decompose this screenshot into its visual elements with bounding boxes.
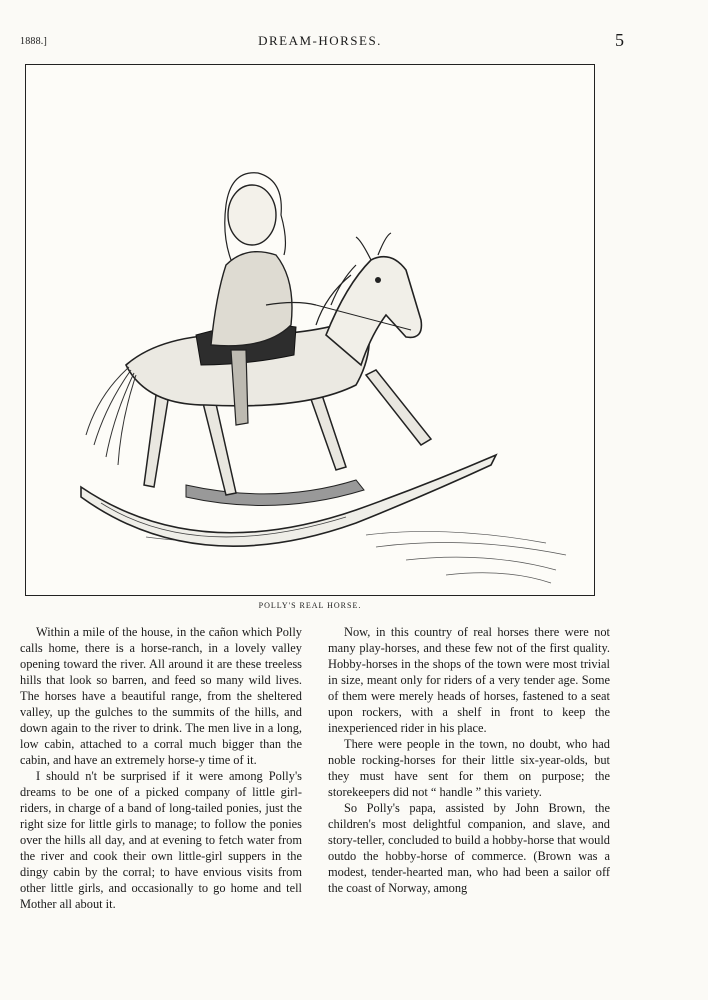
- rocking-horse-illustration: [26, 65, 596, 597]
- paragraph: Now, in this country of real horses there were not many play-horses, and these few not of the first quality. Hobby-horses in the shops of the town were most trivial in size, meant only for riders of a very tender age. Some of them were merely heads of horses, fastened to a seat upon rockers, with a shelf in front to keep the inexperienced rider in his place.: [328, 625, 610, 735]
- illustration-frame: [25, 64, 595, 596]
- paragraph: Within a mile of the house, in the cañon which Polly calls home, there is a horse-ranch, in a lovely valley opening toward the river. All around it are these treeless hills that look so barren, and feed so many wild lives. The horses have a beautiful range, from the sheltered valley, up the gulches to the summits of the hills, and down again to the river to drink. The men live in a long, low cabin, attached to a corral much bigger than the cabin, and have an extremely horse-y time of it.: [20, 625, 302, 767]
- running-header: [20, 30, 624, 54]
- horse-eye: [375, 277, 381, 283]
- rocker-base: [81, 455, 496, 546]
- paragraph: I should n't be surprised if it were among Polly's dreams to be one of a picked company of little girl-riders, in charge of a band of long-tailed ponies, just the right size for little girls to manage; to follow the ponies over the hills all day, and at evening to fetch water from the river and cook their own little-girl suppers in the dingy cabin by the corral; to have envious visits from other little girls, and occasionally to go home and tell Mother all about it.: [20, 769, 302, 911]
- page-number: 5: [615, 30, 624, 50]
- header-title: DREAM-HORSES.: [258, 33, 382, 48]
- text-column-right: [328, 624, 610, 896]
- header-year: 1888.]: [20, 36, 48, 47]
- paragraph: So Polly's papa, assisted by John Brown, the children's most delightful companion, and slave, and story-teller, concluded to build a hobby-horse that would outdo the hobby-horse of commerce. (Brown was a modest, tender-hearted man, who had been a sailor off the coast of Norway, among: [328, 801, 610, 895]
- text-column-left: [20, 624, 302, 912]
- paragraph: There were people in the town, no doubt, who had noble rocking-horses for their little six-year-olds, but they must have sent for them on purpose; the storekeepers did not “ handle ” this variety.: [328, 737, 610, 799]
- horse-tail: [86, 367, 136, 465]
- figure-caption: POLLY'S REAL HORSE.: [258, 601, 362, 610]
